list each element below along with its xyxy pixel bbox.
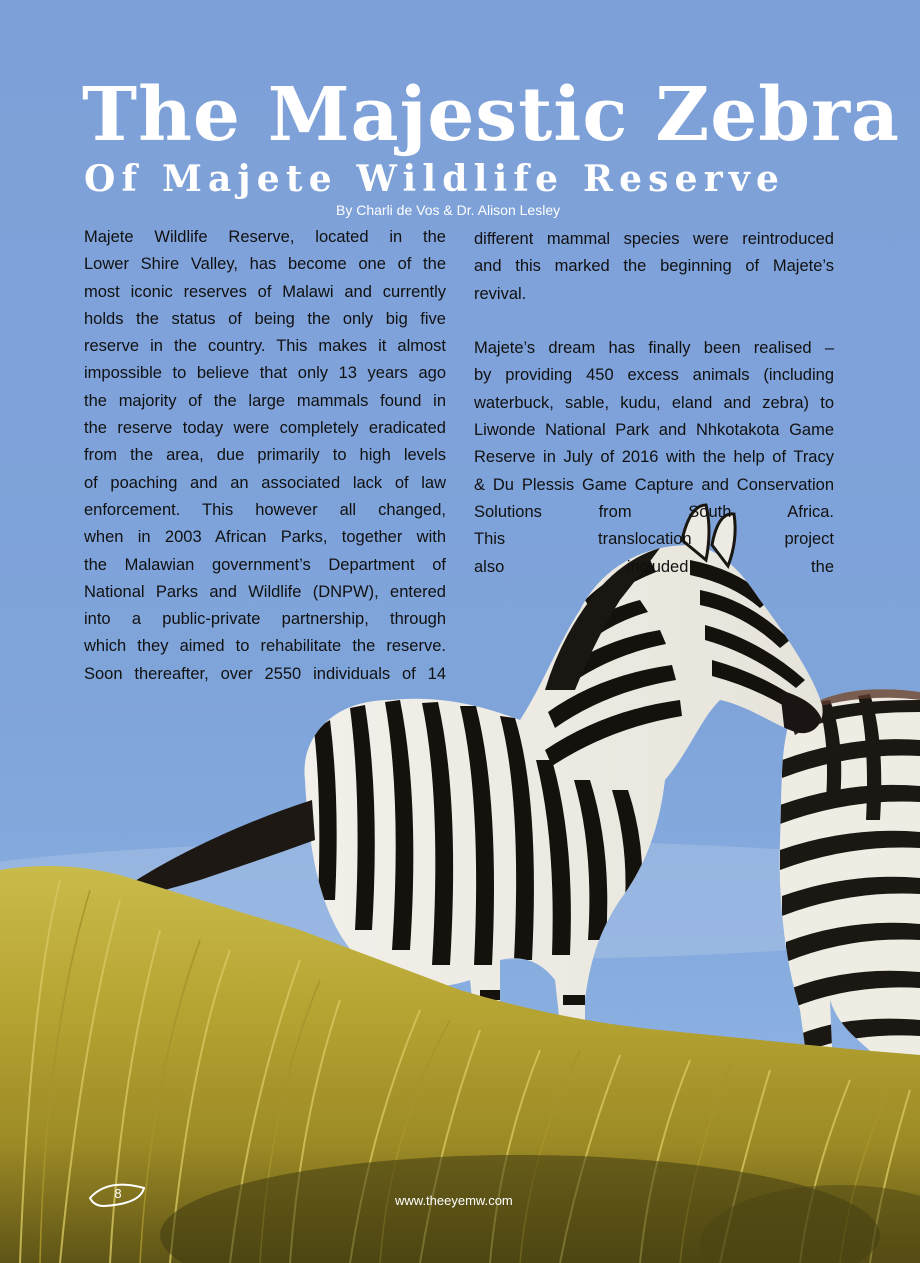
text-line: by providing 450 excess animals (including xyxy=(474,366,834,385)
text-line: Reserve in July of 2016 with the help of Tracy xyxy=(474,448,834,467)
text-line: holds the status of being the only big five xyxy=(84,309,446,328)
text-line: & Du Plessis Game Capture and Conservation xyxy=(474,475,834,494)
text-line: the Malawian government’s Department of xyxy=(84,555,446,574)
text-line: Liwonde National Park and Nhkotakota Game xyxy=(474,421,834,440)
text-line: Majete’s dream has finally been realised – xyxy=(474,339,834,358)
text-line: Soon thereafter, over 2550 individuals of 14 xyxy=(84,664,446,683)
text-line: This translocation project xyxy=(474,530,834,549)
article-title: The Majestic Zebra xyxy=(82,72,900,158)
article-subtitle: Of Majete Wildlife Reserve xyxy=(84,158,786,200)
text-line: waterbuck, sable, kudu, eland and zebra) to xyxy=(474,393,834,412)
text-line: reserve in the country. This makes it almost xyxy=(84,337,446,356)
text-line: the reserve today were completely eradicated xyxy=(84,419,446,438)
page-number: 8 xyxy=(114,1186,122,1201)
text-line: different mammal species were reintroduced xyxy=(474,230,834,248)
text-line: which they aimed to rehabilitate the reserve. xyxy=(84,637,446,656)
text-line: enforcement. This however all changed, xyxy=(84,500,446,519)
text-line: from the area, due primarily to high levels xyxy=(84,446,446,465)
text-line: when in 2003 African Parks, together with xyxy=(84,528,446,547)
article-column-left xyxy=(84,224,446,688)
text-line: Lower Shire Valley, has become one of the xyxy=(84,255,446,274)
text-line: National Parks and Wildlife (DNPW), entered xyxy=(84,582,446,601)
text-line: Majete Wildlife Reserve, located in the xyxy=(84,228,446,246)
text-line: impossible to believe that only 13 years ago xyxy=(84,364,446,383)
text-line: into a public-private partnership, through xyxy=(84,610,446,629)
text-line: Solutions from South Africa. xyxy=(474,502,834,521)
text-line: revival. xyxy=(474,284,527,303)
article-column-right xyxy=(474,226,834,581)
right-paragraph-1 xyxy=(474,226,834,308)
text-line: most iconic reserves of Malawi and currently xyxy=(84,282,446,301)
right-paragraph-2 xyxy=(474,335,834,581)
website-url[interactable]: www.theeyemw.com xyxy=(395,1193,513,1208)
article-byline: By Charli de Vos & Dr. Alison Lesley xyxy=(336,202,561,218)
text-line: also included the xyxy=(474,557,834,576)
text-line: and this marked the beginning of Majete’s xyxy=(474,257,834,276)
paragraph-gap xyxy=(474,308,834,335)
text-line: the majority of the large mammals found in xyxy=(84,391,446,410)
text-line: of poaching and an associated lack of law xyxy=(84,473,446,492)
